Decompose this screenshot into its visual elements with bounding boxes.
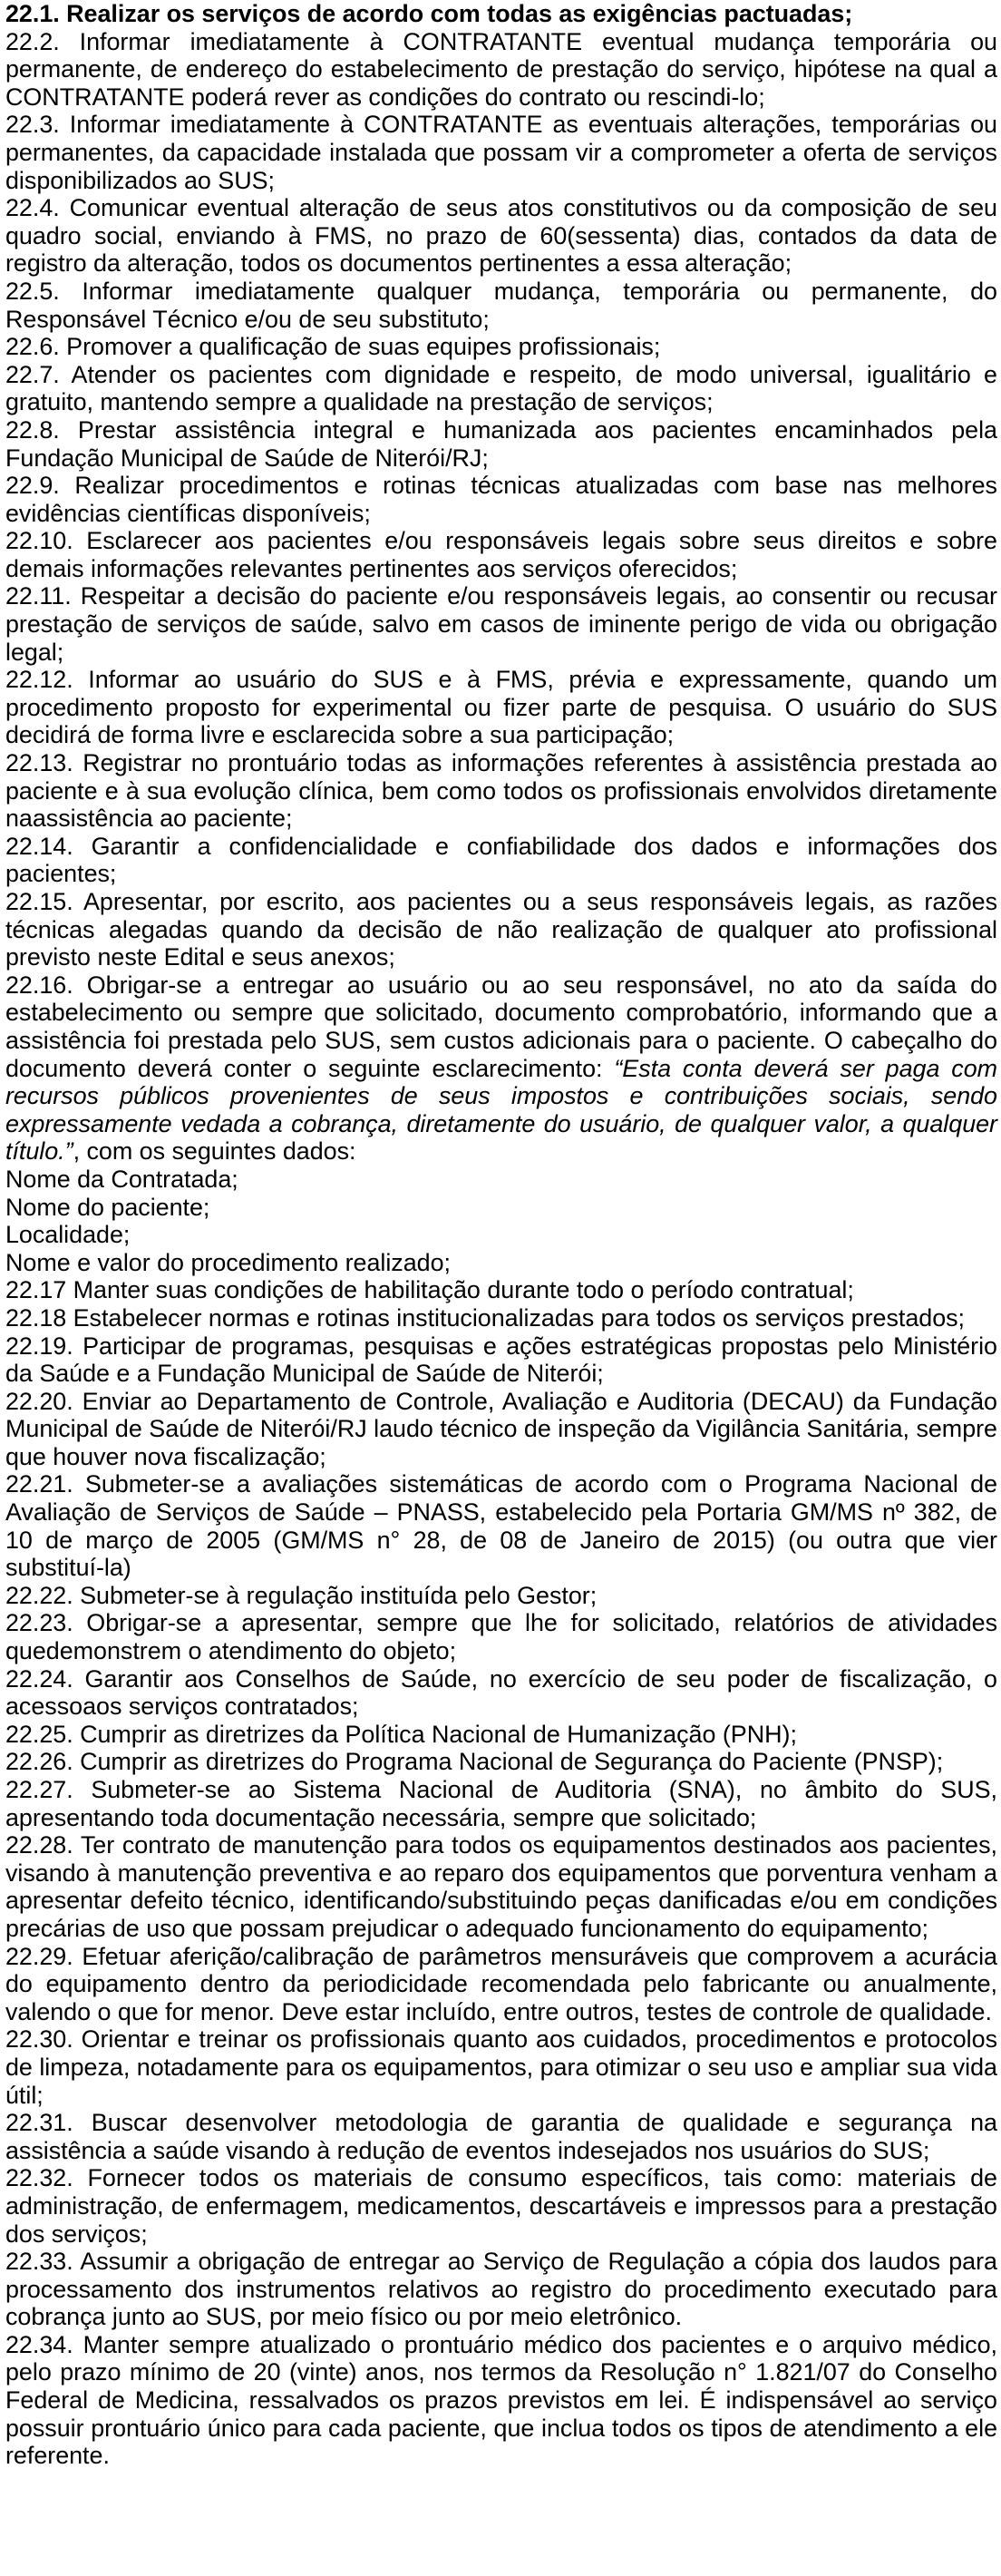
data-item-paciente: Nome do paciente; — [5, 1193, 210, 1221]
clause-22-16-quote: “Esta conta deverá ser paga com recursos públicos provenientes de seus impostos e contribuições sociais, sendo expressamente vedada a cobrança, diretamente do usuário, de qualquer valor, a qualquer título.” — [5, 1054, 998, 1166]
clause-22-13: 22.13. Registrar no prontuário todas as informações referentes à assistência prestada ao paciente e à sua evolução clínica, bem como todos os profissionais envolvidos diretamente naassistência ao paciente; — [5, 749, 997, 833]
clause-22-21: 22.21. Submeter-se a avaliações sistemáticas de acordo com o Programa Nacional de Avaliação de Serviços de Saúde – PNASS, estabelecido pela Portaria GM/MS nº 382, de 10 de março de 2005 (GM/MS n° 28, de 08 de Janeiro de 2015) (ou outra que vier substituí-la) — [5, 1470, 997, 1582]
clause-22-3: 22.3. Informar imediatamente à CONTRATANTE as eventuais alterações, temporárias ou permanentes, da capacidade instalada que possam vir a comprometer a oferta de serviços disponibilizados ao SUS; — [5, 111, 997, 194]
clause-22-19: 22.19. Participar de programas, pesquisas e ações estratégicas propostas pelo Ministério da Saúde e a Fundação Municipal de Saúde de Niterói; — [5, 1332, 997, 1388]
clause-22-5: 22.5. Informar imediatamente qualquer mudança, temporária ou permanente, do Responsável Técnico e/ou de seu substituto; — [5, 277, 997, 333]
clause-22-27: 22.27. Submeter-se ao Sistema Nacional de Auditoria (SNA), no âmbito do SUS, apresentando toda documentação necessária, sempre que solicitado; — [5, 1776, 997, 1831]
clause-22-23: 22.23. Obrigar-se a apresentar, sempre que lhe for solicitado, relatórios de atividades quedemonstrem o atendimento do objeto; — [5, 1609, 997, 1665]
clause-22-34: 22.34. Manter sempre atualizado o prontuário médico dos pacientes e o arquivo médico, pelo prazo mínimo de 20 (vinte) anos, nos termos da Resolução n° 1.821/07 do Conselho Federal de Medicina, ressalvados os prazos previstos em lei. É indispensável ao serviço possuir prontuário único para cada paciente, que inclua todos os tipos de atendimento a ele referente. — [5, 2330, 997, 2470]
clause-22-14: 22.14. Garantir a confidencialidade e confiabilidade dos dados e informações dos pacientes; — [5, 832, 997, 888]
clause-22-29: 22.29. Efetuar aferição/calibração de parâmetros mensuráveis que comprovem a acurácia do equipamento dentro da periodicidade recomendada pelo fabricante ou anualmente, valendo o que for menor. Deve estar incluído, entre outros, testes de controle de qualidade. — [5, 1942, 997, 2025]
clause-22-17: 22.17 Manter suas condições de habilitação durante todo o período contratual; — [5, 1276, 854, 1304]
clause-22-18: 22.18 Estabelecer normas e rotinas institucionalizadas para todos os serviços prestados; — [5, 1303, 966, 1332]
clause-22-33: 22.33. Assumir a obrigação de entregar ao Serviço de Regulação a cópia dos laudos para processamento dos instrumentos relativos ao registro do procedimento executado para cobrança junto ao SUS, por meio físico ou por meio eletrônico. — [5, 2248, 997, 2331]
clause-22-25: 22.25. Cumprir as diretrizes da Política Nacional de Humanização (PNH); — [5, 1720, 797, 1748]
clause-22-22: 22.22. Submeter-se à regulação instituída pelo Gestor; — [5, 1581, 598, 1609]
clause-22-24: 22.24. Garantir aos Conselhos de Saúde, no exercício de seu poder de fiscalização, o acessoaos serviços contratados; — [5, 1664, 997, 1721]
clause-22-8: 22.8. Prestar assistência integral e humanizada aos pacientes encaminhados pela Fundação Municipal de Saúde de Niterói/RJ; — [5, 415, 997, 472]
clause-22-32: 22.32. Fornecer todos os materiais de consumo específicos, tais como: materiais de administração, de enfermagem, medicamentos, descartáveis e impressos para a prestação dos serviços; — [5, 2164, 997, 2248]
clause-22-2: 22.2. Informar imediatamente à CONTRATANTE eventual mudança temporária ou permanente, de endereço do estabelecimento de prestação do serviço, hipótese na qual a CONTRATANTE poderá rever as condições do contrato ou rescindi-lo; — [5, 27, 997, 111]
clause-22-28: 22.28. Ter contrato de manutenção para todos os equipamentos destinados aos pacientes, visando à manutenção preventiva e ao reparo dos equipamentos que porventura venham a apresentar defeito técnico, identificando/substituindo peças danificadas e/ou em condições precárias de uso que possam prejudicar o adequado funcionamento do equipamento; — [5, 1831, 997, 1942]
clause-22-15: 22.15. Apresentar, por escrito, aos pacientes ou a seus responsáveis legais, as razões técnicas alegadas quando da decisão de não realização de qualquer ato profissional previsto neste Edital e seus anexos; — [5, 888, 997, 971]
clause-22-10: 22.10. Esclarecer aos pacientes e/ou responsáveis legais sobre seus direitos e sobre demais informações relevantes pertinentes aos serviços oferecidos; — [5, 527, 997, 582]
data-item-contratada: Nome da Contratada; — [5, 1165, 238, 1193]
data-item-procedimento: Nome e valor do procedimento realizado; — [5, 1248, 451, 1276]
clause-22-1: 22.1. Realizar os serviços de acordo com todas as exigências pactuadas; — [5, 0, 853, 27]
clause-22-12: 22.12. Informar ao usuário do SUS e à FMS, prévia e expressamente, quando um procedimento proposto for experimental ou fizer parte de pesquisa. O usuário do SUS decidirá de forma livre e esclarecida sobre a sua participação; — [5, 666, 997, 749]
clause-22-9: 22.9. Realizar procedimentos e rotinas técnicas atualizadas com base nas melhores evidências científicas disponíveis; — [5, 472, 997, 527]
clause-22-6: 22.6. Promover a qualificação de suas equipes profissionais; — [5, 333, 661, 361]
clause-22-16-text: 22.16. Obrigar-se a entregar ao usuário ou ao seu responsável, no ato da saída do estabelecimento ou sempre que solicitado, documento comprobatório, informando que a assistência foi prestada pelo SUS, sem custos adicionais para o paciente. O cabeçalho do documento deverá conter o seguinte esclarecimento: — [5, 971, 997, 1082]
clause-22-20: 22.20. Enviar ao Departamento de Controle, Avaliação e Auditoria (DECAU) da Fundação Municipal de Saúde de Niterói/RJ laudo técnico de inspeção da Vigilância Sanitária, sempre que houver nova fiscalização; — [5, 1387, 997, 1470]
data-item-localidade: Localidade; — [5, 1221, 131, 1249]
clause-22-16-tail: , com os seguintes dados: — [73, 1137, 356, 1166]
clause-22-26: 22.26. Cumprir as diretrizes do Programa Nacional de Segurança do Paciente (PNSP); — [5, 1748, 944, 1776]
clause-22-31: 22.31. Buscar desenvolver metodologia de garantia de qualidade e segurança na assistência a saúde visando à redução de eventos indesejados nos usuários do SUS; — [5, 2109, 997, 2164]
clause-22-4: 22.4. Comunicar eventual alteração de seus atos constitutivos ou da composição de seu quadro social, enviando à FMS, no prazo de 60(sessenta) dias, contados da data de registro da alteração, todos os documentos pertinentes a essa alteração; — [5, 194, 997, 278]
clause-22-30: 22.30. Orientar e treinar os profissionais quanto aos cuidados, procedimentos e protocolos de limpeza, notadamente para os equipamentos, para otimizar o seu uso e ampliar sua vida útil; — [5, 2025, 997, 2109]
clause-22-11: 22.11. Respeitar a decisão do paciente e/ou responsáveis legais, ao consentir ou recusar prestação de serviços de saúde, salvo em casos de iminente perigo de vida ou obrigação legal; — [5, 582, 997, 666]
clause-22-7: 22.7. Atender os pacientes com dignidade e respeito, de modo universal, igualitário e gratuito, mantendo sempre a qualidade na prestação de serviços; — [5, 360, 997, 416]
clause-22-16 — [5, 971, 997, 1166]
